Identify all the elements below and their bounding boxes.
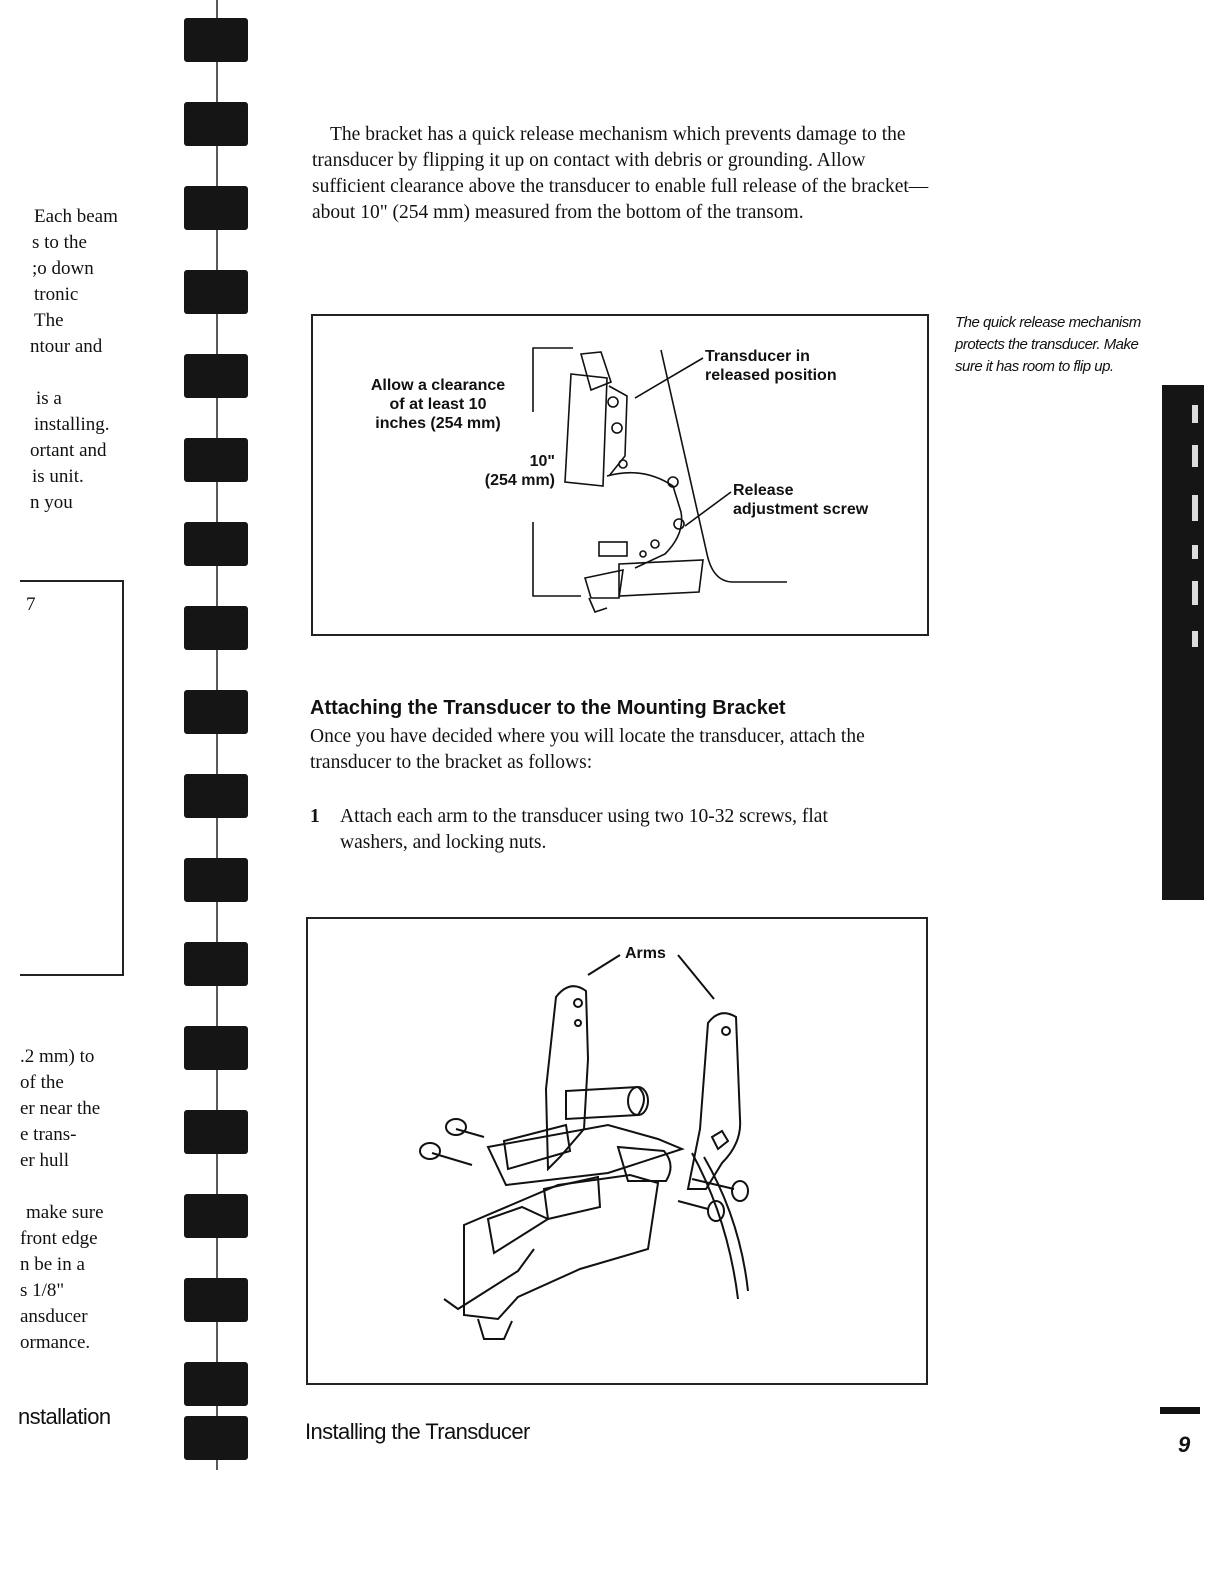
section-paragraph: Once you have decided where you will locate the transducer, attach the transducer to the bracket as follows:: [310, 726, 865, 773]
left-line: ntour and: [30, 336, 103, 357]
footer-title: Installing the Transducer: [305, 1419, 530, 1444]
intro-paragraph: The bracket has a quick release mechanism which prevents damage to the transducer by flipping it up on contact with debris or grounding. Allow sufficient clearance above the transducer to enable full release of the bracket—about 10" (254 mm) measured from the bottom of the transom.: [312, 124, 929, 223]
left-line: front edge: [20, 1228, 98, 1249]
left-line: is a: [36, 388, 62, 409]
section-thumb-tab: [1162, 385, 1204, 900]
binding-rings: [184, 18, 248, 1460]
left-line: ortant and: [30, 440, 107, 461]
left-line: make sure: [26, 1202, 104, 1223]
step-text: Attach each arm to the transducer using two 10-32 screws, flat washers, and locking nuts.: [340, 806, 828, 853]
side-note: The quick release mechanism protects the transducer. Make sure it has room to flip up.: [955, 314, 1141, 375]
left-line: is unit.: [32, 466, 84, 487]
step-number: 1: [310, 806, 320, 827]
left-page-text-b: [20, 1044, 104, 1356]
left-line: ansducer: [20, 1306, 88, 1327]
left-line: [20, 1174, 104, 1200]
left-line: Each beam: [34, 206, 118, 227]
left-line: s to the: [32, 232, 87, 253]
spiral-binding: [170, 0, 260, 1500]
clearance-label: Allow a clearance of at least 10 inches (254 mm): [370, 377, 506, 432]
bracket-arms-drawing: [308, 919, 926, 1383]
page-number: 9: [1178, 1432, 1191, 1457]
bracket-clearance-drawing: [313, 316, 927, 634]
left-line: er hull: [20, 1150, 70, 1171]
left-line: n be in a: [20, 1254, 85, 1275]
footer-rule: [1160, 1407, 1200, 1414]
left-line: [34, 360, 118, 386]
left-line: tronic: [34, 284, 79, 305]
left-line: n you: [30, 492, 73, 513]
left-line: ;o down: [32, 258, 94, 279]
section-heading: Attaching the Transducer to the Mounting Bracket: [310, 697, 786, 719]
left-line: e trans-: [20, 1124, 77, 1145]
figure-clearance: [311, 314, 929, 636]
dimension-label: 10" (254 mm): [484, 453, 555, 489]
left-line: s 1/8": [20, 1280, 65, 1301]
released-position-label: Transducer in released position: [705, 348, 837, 384]
left-line: er near the: [20, 1098, 101, 1119]
arms-label: Arms: [625, 945, 666, 962]
left-page-footer: nstallation: [18, 1404, 111, 1429]
release-screw-label: Release adjustment screw: [733, 482, 869, 518]
left-line: The: [34, 310, 64, 331]
figure-arms: [306, 917, 928, 1385]
left-line: of the: [20, 1072, 64, 1093]
left-line: ormance.: [20, 1332, 91, 1353]
left-page-box-fragment: [20, 580, 124, 976]
left-page-text-a: [30, 204, 118, 516]
left-line: .2 mm) to: [20, 1046, 95, 1067]
left-box-text: 7: [26, 594, 36, 615]
left-line: installing.: [34, 414, 110, 435]
thumb-tab-marks: [1162, 385, 1204, 900]
